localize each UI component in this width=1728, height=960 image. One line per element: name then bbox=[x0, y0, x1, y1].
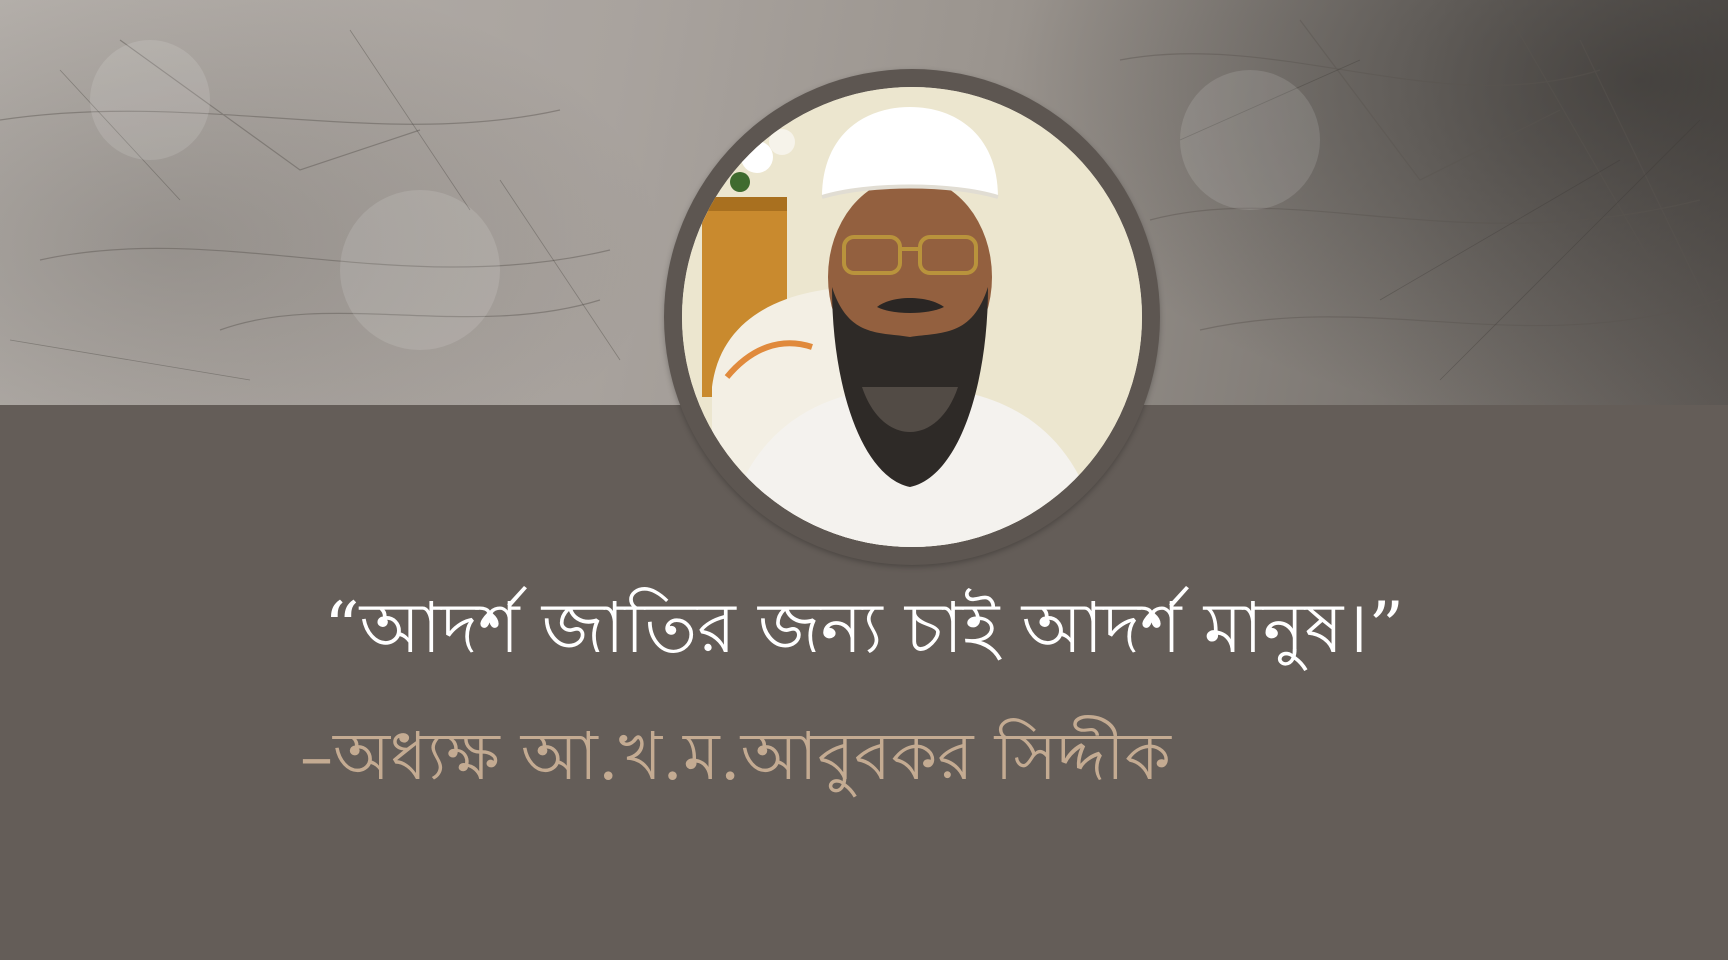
quote-attribution: –অধ্যক্ষ আ.খ.ম.আবুবকর সিদ্দীক bbox=[300, 718, 1171, 795]
portrait-photo bbox=[682, 87, 1142, 547]
quote-text: “আদর্শ জাতির জন্য চাই আদর্শ মানুষ।” bbox=[323, 587, 1405, 669]
person-portrait-icon bbox=[682, 87, 1142, 547]
portrait-frame bbox=[664, 69, 1160, 565]
